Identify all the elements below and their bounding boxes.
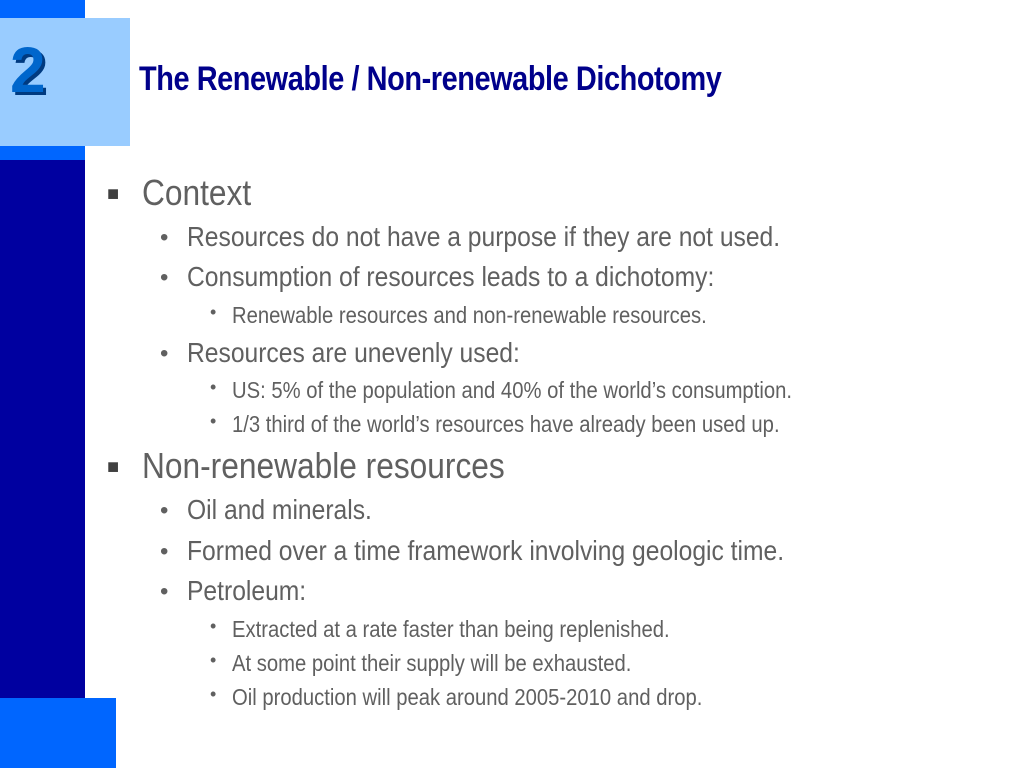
slide-title: The Renewable / Non-renewable Dichotomy — [139, 60, 722, 98]
round-bullet-icon: • — [210, 684, 217, 704]
slide-number-stripe — [0, 146, 85, 160]
bullet-level-3: At some point their supply will be exhausted. — [232, 650, 632, 676]
bottom-accent-block — [0, 698, 116, 768]
round-bullet-icon: • — [160, 224, 169, 251]
round-bullet-icon: • — [210, 650, 217, 670]
round-bullet-icon: • — [160, 578, 169, 605]
bullet-level-3: Extracted at a rate faster than being replenished. — [232, 616, 670, 642]
round-bullet-icon: • — [210, 411, 217, 431]
round-bullet-icon: • — [160, 340, 169, 367]
bullet-level-2: Formed over a time framework involving geologic time. — [187, 535, 785, 566]
round-bullet-icon: • — [210, 302, 217, 322]
bullet-level-1: Non-renewable resources — [142, 445, 505, 486]
bullet-level-3: 1/3 third of the world’s resources have already been used up. — [232, 411, 780, 437]
round-bullet-icon: • — [160, 497, 169, 524]
square-bullet-icon: ■ — [107, 456, 120, 478]
bullet-level-3: Renewable resources and non-renewable resources. — [232, 302, 707, 328]
bullet-level-2: Resources are unevenly used: — [187, 337, 520, 368]
round-bullet-icon: • — [160, 538, 169, 565]
square-bullet-icon: ■ — [107, 183, 120, 205]
slide-number: 2 — [10, 34, 46, 106]
bullet-level-2: Petroleum: — [187, 575, 307, 606]
round-bullet-icon: • — [210, 377, 217, 397]
bullet-level-2: Consumption of resources leads to a dichotomy: — [187, 261, 715, 292]
top-accent-bar — [0, 0, 85, 18]
bullet-level-2: Oil and minerals. — [187, 494, 372, 525]
bullet-level-2: Resources do not have a purpose if they are not used. — [187, 221, 781, 252]
round-bullet-icon: • — [210, 616, 217, 636]
bullet-level-3: Oil production will peak around 2005-2010 and drop. — [232, 684, 703, 710]
round-bullet-icon: • — [160, 264, 169, 291]
bullet-level-3: US: 5% of the population and 40% of the world’s consumption. — [232, 377, 792, 403]
bullet-level-1: Context — [142, 172, 252, 213]
